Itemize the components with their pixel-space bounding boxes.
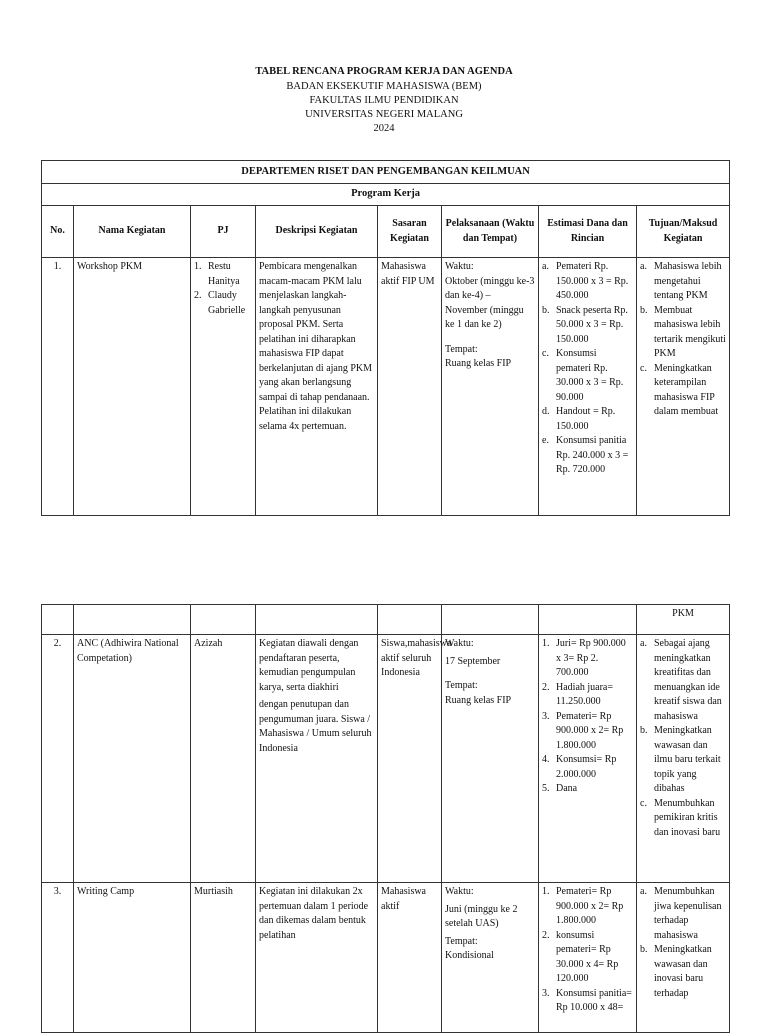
col-pelaksanaan: Pelaksanaan (Waktu dan Tempat): [442, 206, 539, 258]
pj-list: [191, 258, 256, 516]
budget-list: [539, 258, 637, 516]
table-row: [42, 635, 730, 883]
list-item: e. Konsumsi panitia Rp. 240.000 x 3 = Rp. 720.000: [542, 435, 629, 475]
list-item: a. Pemateri Rp. 150.000 x 3 = Rp. 450.000: [542, 261, 629, 301]
time-label: Waktu:: [445, 261, 474, 272]
list-item: c. Menumbuhkan pemikiran kritis dan inovasi baru: [640, 797, 721, 838]
list-item: 2. Claudy Gabrielle: [194, 290, 246, 316]
list-item: c. Meningkatkan keterampilan mahasiswa FIP dalam membuat: [640, 362, 719, 417]
program-table-page1: [41, 160, 730, 516]
table-header-row: [42, 206, 730, 258]
activity-target: Mahasiswa aktif: [378, 883, 442, 1033]
list-item: a. Menumbuhkan jiwa kepenulisan terhadap mahasiswa: [640, 886, 722, 941]
budget-list: [539, 635, 637, 883]
org-name: BADAN EKSEKUTIF MAHASISWA (BEM): [286, 81, 482, 92]
place-label: Tempat:: [445, 680, 478, 691]
row-number: 3.: [42, 883, 74, 1033]
time-value: Oktober (minggu ke-3 dan ke-4) – November (minggu ke 1 dan ke 2): [445, 275, 535, 330]
activity-description: Kegiatan ini dilakukan 2x pertemuan dalam 1 periode dan dikemas dalam bentuk pelatihan: [256, 883, 378, 1033]
row-number: 2.: [42, 635, 74, 883]
list-item: 1. Pemateri= Rp 900.000 x 2= Rp 1.800.000: [542, 886, 624, 926]
list-item: 2. Hadiah juara= 11.250.000: [542, 681, 614, 707]
department-heading: DEPARTEMEN RISET DAN PENGEMBANGAN KEILMUAN: [42, 161, 730, 184]
place-value: Ruang kelas FIP: [445, 358, 512, 369]
col-no: No.: [42, 206, 74, 258]
col-estimasi-dana: Estimasi Dana dan Rincian: [539, 206, 637, 258]
section-heading: Program Kerja: [42, 184, 730, 206]
place-label: Tempat:: [445, 935, 478, 947]
col-sasaran: Sasaran Kegiatan: [378, 206, 442, 258]
list-item: d. Handout = Rp. 150.000: [542, 406, 616, 432]
goals-list: [637, 883, 730, 1033]
list-item: 1. Juri= Rp 900.000 x 3= Rp 2. 700.000: [542, 638, 626, 678]
list-item: c. Konsumsi pemateri Rp. 30.000 x 3 = Rp. 90.000: [542, 348, 624, 403]
list-item: a. Mahasiswa lebih mengetahui tentang PKM: [640, 261, 722, 301]
document-title: TABEL RENCANA PROGRAM KERJA DAN AGENDA: [255, 66, 513, 77]
list-item: 5. Dana: [542, 783, 578, 794]
col-pj: PJ: [191, 206, 256, 258]
continuation-row: [42, 605, 730, 635]
activity-pj: Azizah: [191, 635, 256, 883]
activity-schedule: [442, 883, 539, 1033]
activity-name: Workshop PKM: [74, 258, 191, 516]
time-value: Juni (minggu ke 2 setelah UAS): [445, 903, 518, 929]
year: 2024: [373, 123, 395, 134]
list-item: 1. Restu Hanitya: [194, 261, 240, 287]
list-item: b. Meningkatkan wawasan dan ilmu baru terkait topik yang dibahas: [640, 725, 721, 794]
time-value: 17 September: [445, 655, 501, 667]
university-name: UNIVERSITAS NEGERI MALANG: [305, 109, 463, 120]
place-value: Kondisional: [445, 950, 494, 961]
list-item: 2. konsumsi pemateri= Rp 30.000 x 4= Rp 120.000: [542, 929, 619, 984]
activity-name: Writing Camp: [74, 883, 191, 1033]
activity-pj: Murtiasih: [191, 883, 256, 1033]
time-label: Waktu:: [445, 638, 474, 649]
place-value: Ruang kelas FIP: [445, 694, 512, 706]
col-nama-kegiatan: Nama Kegiatan: [74, 206, 191, 258]
list-item: 4. Konsumsi= Rp 2.000.000: [542, 754, 617, 780]
program-table-page2: [41, 604, 730, 1033]
budget-list: [539, 883, 637, 1033]
goal-continuation: PKM: [637, 605, 730, 635]
list-item: a. Sebagai ajang meningkatkan kreatifitas dan menuangkan ide kreatif siswa dan mahasiswa: [640, 638, 722, 722]
activity-name: ANC (Adhiwira National Competation): [74, 635, 191, 883]
list-item: 3. Konsumsi panitia= Rp 10.000 x 48=: [542, 987, 632, 1013]
activity-target: Siswa,mahasiswa aktif seluruh Indonesia: [378, 635, 442, 883]
time-label: Waktu:: [445, 886, 474, 897]
activity-target: Mahasiswa aktif FIP UM: [378, 258, 442, 516]
table-row: [42, 258, 730, 516]
list-item: b. Snack peserta Rp. 50.000 x 3 = Rp. 150.000: [542, 304, 628, 345]
activity-description: Pembicara mengenalkan macam-macam PKM lalu menjelaskan langkah-langkah penyusunan proposal PKM. Serta pelatihan ini diharapkan mahasiswa FIP dapat berkelanjutan di ajang PKM yang akan berlangsung sampai di tahap pendanaan. Pelatihan ini dilakukan selama 4x pertemuan.: [256, 258, 378, 516]
goals-list: [637, 258, 730, 516]
activity-schedule: [442, 635, 539, 883]
list-item: 3. Pemateri= Rp 900.000 x 2= Rp 1.800.000: [542, 710, 624, 751]
faculty-name: FAKULTAS ILMU PENDIDIKAN: [309, 95, 459, 106]
list-item: b. Meningkatkan wawasan dan inovasi baru terhadap: [640, 944, 712, 999]
goals-list: [637, 635, 730, 883]
activity-description: Kegiatan diawali dengan pendaftaran peserta, kemudian pengumpulan karya, serta diakhiri dengan penutupan dan pengumuman juara. Siswa / Mahasiswa / Umum seluruh Indonesia: [256, 635, 378, 883]
col-tujuan: Tujuan/Maksud Kegiatan: [637, 206, 730, 258]
col-deskripsi: Deskripsi Kegiatan: [256, 206, 378, 258]
activity-schedule: [442, 258, 539, 516]
place-label: Tempat:: [445, 343, 478, 355]
table-row: [42, 883, 730, 1033]
list-item: b. Membuat mahasiswa lebih tertarik mengikuti PKM: [640, 304, 726, 359]
row-number: 1.: [42, 258, 74, 516]
